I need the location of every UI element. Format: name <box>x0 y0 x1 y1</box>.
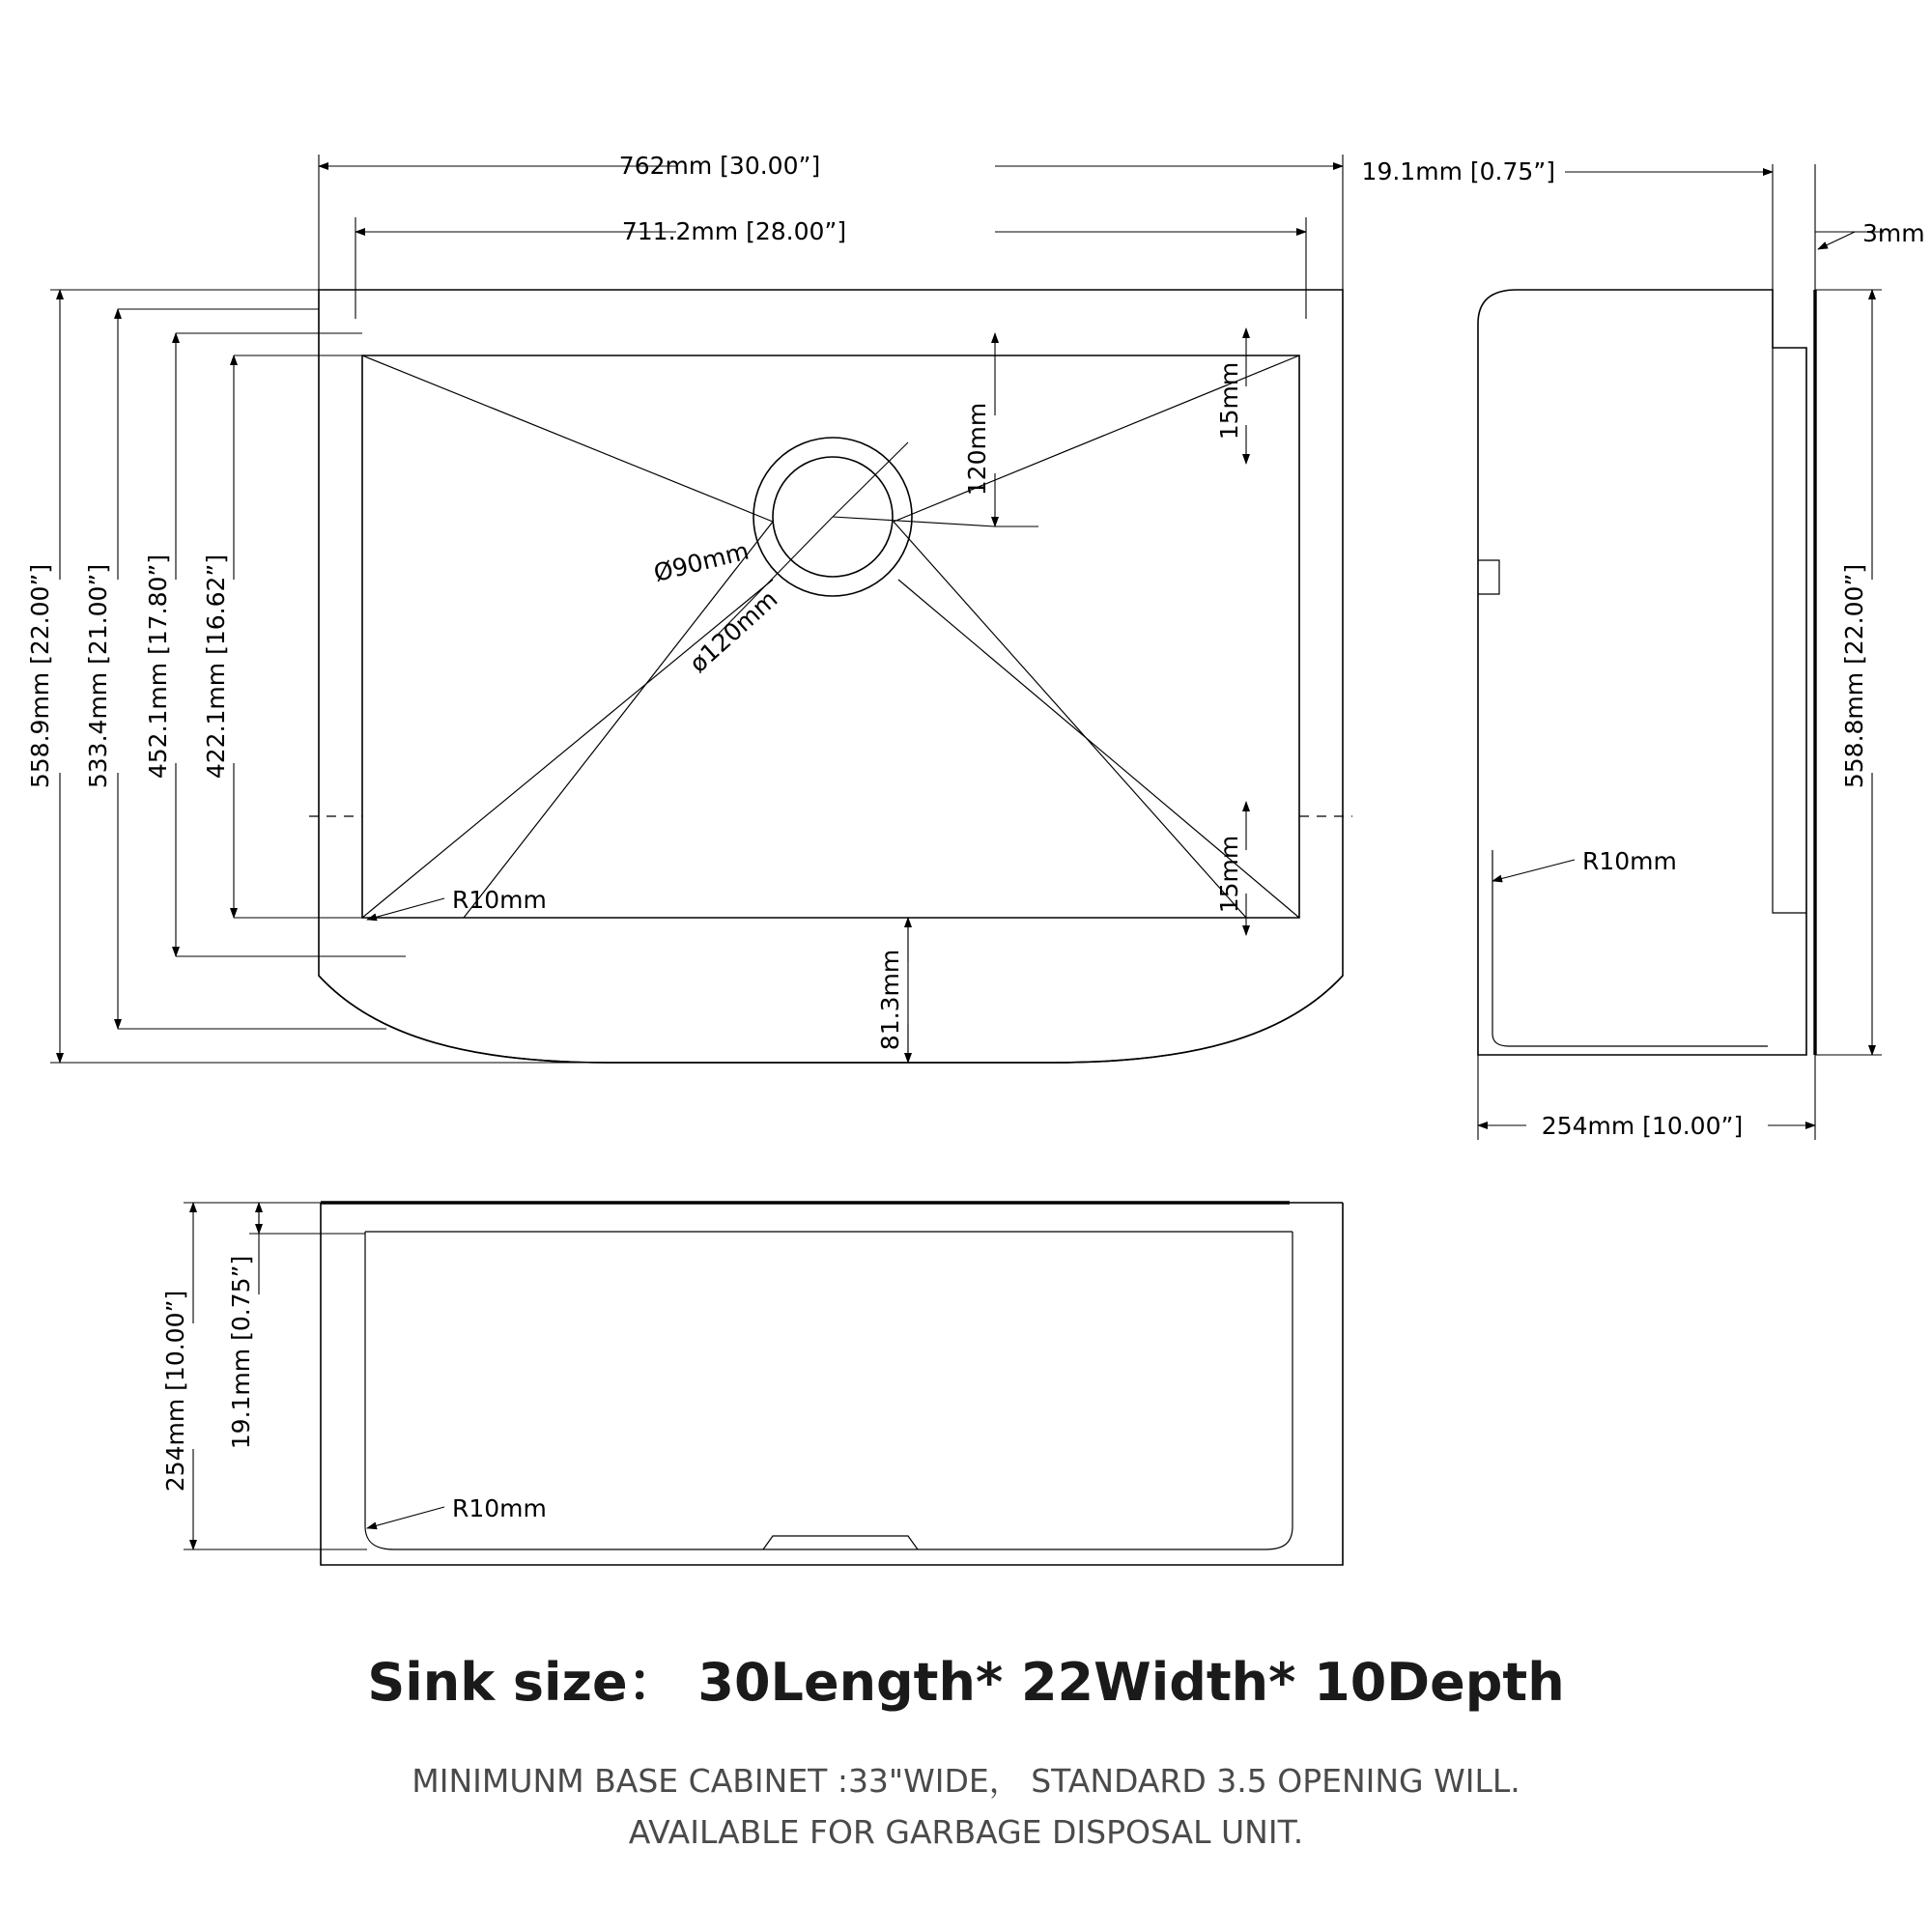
dim-label-corner-right-top: 15mm <box>1215 361 1243 440</box>
top-view-outer-outline <box>319 290 1343 1063</box>
front-view-drain-recess <box>763 1536 918 1549</box>
dim-overall-depth <box>26 290 618 1063</box>
dim-radius-front <box>367 1494 547 1528</box>
top-view-bowl-rect <box>362 355 1299 918</box>
dim-label-inner-width: 711.2mm [28.00”] <box>621 217 847 245</box>
dim-label-depth-3: 452.1mm [17.80”] <box>144 554 172 780</box>
dim-label-side-height: 558.8mm [22.00”] <box>1840 563 1868 789</box>
dim-bowl-depth <box>161 1203 367 1549</box>
side-view-outline <box>1478 290 1806 1055</box>
dim-label-rim-thickness: 19.1mm [0.75”] <box>1361 157 1555 185</box>
dim-label-depth-2: 533.4mm [21.00”] <box>84 563 112 789</box>
caption-block <box>367 1652 1564 1851</box>
top-view-slope-lines <box>362 355 1299 918</box>
drain-leader-1 <box>833 442 908 517</box>
top-view <box>26 152 1352 1063</box>
dim-label-apron-height: 81.3mm <box>876 949 904 1051</box>
front-view <box>161 1203 1343 1565</box>
dim-inner-width <box>355 217 1306 319</box>
dim-corner-right-top <box>1215 328 1246 464</box>
side-view-inner-bottom <box>1492 850 1768 1046</box>
dim-wall-thickness <box>1815 219 1925 249</box>
dim-depth-3 <box>144 333 406 956</box>
dim-label-overall-depth: 558.9mm [22.00”] <box>26 563 54 789</box>
dim-rim-thickness-front <box>227 1203 365 1449</box>
caption-sub-line-2: AVAILABLE FOR GARBAGE DISPOSAL UNIT. <box>628 1813 1304 1851</box>
dim-label-corner-right-bottom: 15mm <box>1215 835 1243 914</box>
dim-rim-thickness <box>1362 157 1815 290</box>
dim-label-bowl-depth: 254mm [10.00”] <box>161 1290 189 1492</box>
side-view <box>1362 157 1925 1140</box>
caption-sub-line-1: MINIMUNM BASE CABINET :33"WIDE， STANDARD 3.5 OPENING WILL. <box>412 1762 1520 1800</box>
dim-depth-4 <box>202 355 367 918</box>
dim-label-rim-thickness-front: 19.1mm [0.75”] <box>227 1255 255 1450</box>
dim-label-drain-outer: ø120mm <box>684 584 783 678</box>
dim-label-wall-thickness: 3mm <box>1862 219 1925 247</box>
side-view-step <box>1773 348 1806 913</box>
dim-depth-2 <box>84 309 386 1029</box>
dim-label-radius-top: R10mm <box>452 886 547 914</box>
dim-corner-right-bottom <box>1215 802 1246 935</box>
dim-radius-side <box>1492 847 1677 881</box>
top-view-apron-curve <box>319 976 1343 1063</box>
dim-label-drain-offset-v: 120mm <box>963 402 991 497</box>
drain-leader-3 <box>833 517 995 526</box>
dim-drain-offset-v <box>963 333 1038 526</box>
dim-label-radius-side: R10mm <box>1582 847 1677 875</box>
side-view-notch <box>1478 560 1499 594</box>
caption-main: Sink size： 30Length* 22Width* 10Depth <box>367 1652 1565 1713</box>
dim-apron-height <box>876 918 908 1063</box>
dim-label-radius-front: R10mm <box>452 1494 547 1522</box>
dim-label-side-depth: 254mm [10.00”] <box>1541 1112 1744 1140</box>
dim-label-drain-inner: Ø90mm <box>650 536 753 587</box>
dim-label-depth-4: 422.1mm [16.62”] <box>202 554 230 780</box>
dim-side-depth <box>1478 1055 1815 1140</box>
dim-label-overall-width: 762mm [30.00”] <box>618 152 821 180</box>
dim-side-height <box>1815 290 1882 1055</box>
